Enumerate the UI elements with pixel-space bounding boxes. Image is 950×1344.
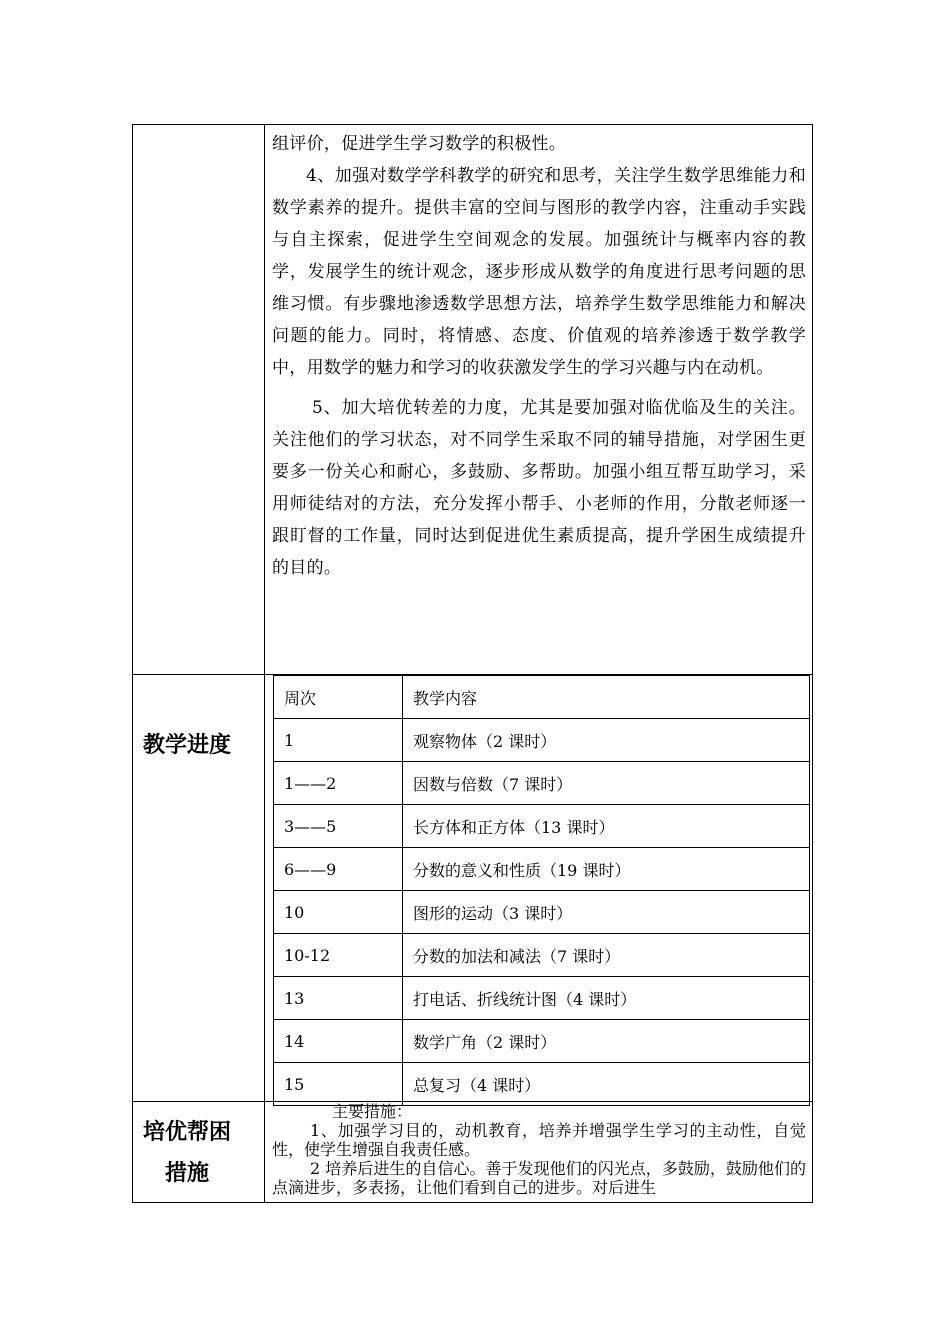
support-measure-1: 1、加强学习目的，动机教育，培养并增强学生学习的主动性，自觉性，使学生增强自我责任感。 (272, 1121, 806, 1159)
support-measure-2: 2 培养后进生的自信心。善于发现他们的闪光点，多鼓励，鼓励他们的点滴进步，多表扬，让他们看到自己的进步。对后进生 (272, 1159, 806, 1197)
schedule-label: 教学进度 (143, 733, 232, 758)
table-left-border (132, 124, 133, 1203)
content-cell: 分数的加法和减法（7 课时） (403, 934, 810, 977)
table-row (274, 977, 810, 1020)
week-cell: 14 (274, 1020, 403, 1063)
content-cell: 图形的运动（3 课时） (403, 891, 810, 934)
week-cell: 1——2 (274, 762, 403, 805)
header-content: 教学内容 (403, 676, 810, 719)
content-cell: 总复习（4 课时） (403, 1063, 810, 1106)
table-row (274, 1063, 810, 1106)
week-cell: 13 (274, 977, 403, 1020)
table-bottom-border (132, 1202, 813, 1203)
week-cell: 10 (274, 891, 403, 934)
content-cell: 长方体和正方体（13 课时） (403, 805, 810, 848)
paragraph-5: 5、加大培优转差的力度，尤其是要加强对临优临及生的关注。关注他们的学习状态，对不同学生采取不同的辅导措施，对学困生更要多一份关心和耐心，多鼓励、多帮助。加强小组互帮互助学习，采用师徒结对的方法，充分发挥小帮手、小老师的作用，分散老师逐一跟盯督的工作量，同时达到促进优生素质提高，提升学困生成绩提升的目的。 (272, 398, 806, 578)
table-row (274, 891, 810, 934)
content-cell: 因数与倍数（7 课时） (403, 762, 810, 805)
table-top-border (132, 124, 813, 125)
table-row (274, 762, 810, 805)
table-header-row (274, 676, 810, 719)
week-cell: 6——9 (274, 848, 403, 891)
content-cell: 数学广角（2 课时） (403, 1020, 810, 1063)
support-label-line1: 培优帮困 (143, 1120, 232, 1145)
week-cell: 1 (274, 719, 403, 762)
table-right-border (812, 124, 813, 1203)
table-row (274, 848, 810, 891)
table-row (274, 1020, 810, 1063)
support-text-block (272, 1102, 806, 1197)
measures-text-block (272, 128, 806, 584)
paragraph-4: 4、加强对数学学科教学的研究和思考，关注学生数学思维能力和数学素养的提升。提供丰富的空间与图形的教学内容，注重动手实践与自主探索，促进学生空间观念的发展。加强统计与概率内容的教学，发展学生的统计观念，逐步形成从数学的角度进行思考问题的思维习惯。有步骤地渗透数学思想方法，培养学生数学思维能力和解决问题的能力。同时，将情感、态度、价值观的培养渗透于数学教学中，用数学的魅力和学习的收获激发学生的学习兴趣与内在动机。 (272, 166, 806, 378)
table-column-divider (264, 124, 265, 1203)
content-cell: 观察物体（2 课时） (403, 719, 810, 762)
support-label-line2: 措施 (165, 1161, 210, 1186)
content-cell: 打电话、折线统计图（4 课时） (403, 977, 810, 1020)
header-week: 周次 (274, 676, 403, 719)
paragraph-continuation: 组评价，促进学生学习数学的积极性。 (272, 134, 567, 154)
content-cell: 分数的意义和性质（19 课时） (403, 848, 810, 891)
week-cell: 15 (274, 1063, 403, 1106)
table-row (274, 934, 810, 977)
schedule-table (273, 675, 810, 1106)
week-cell: 3——5 (274, 805, 403, 848)
table-row (274, 719, 810, 762)
week-cell: 10-12 (274, 934, 403, 977)
support-heading: 主要措施： (332, 1102, 413, 1121)
table-row (274, 805, 810, 848)
